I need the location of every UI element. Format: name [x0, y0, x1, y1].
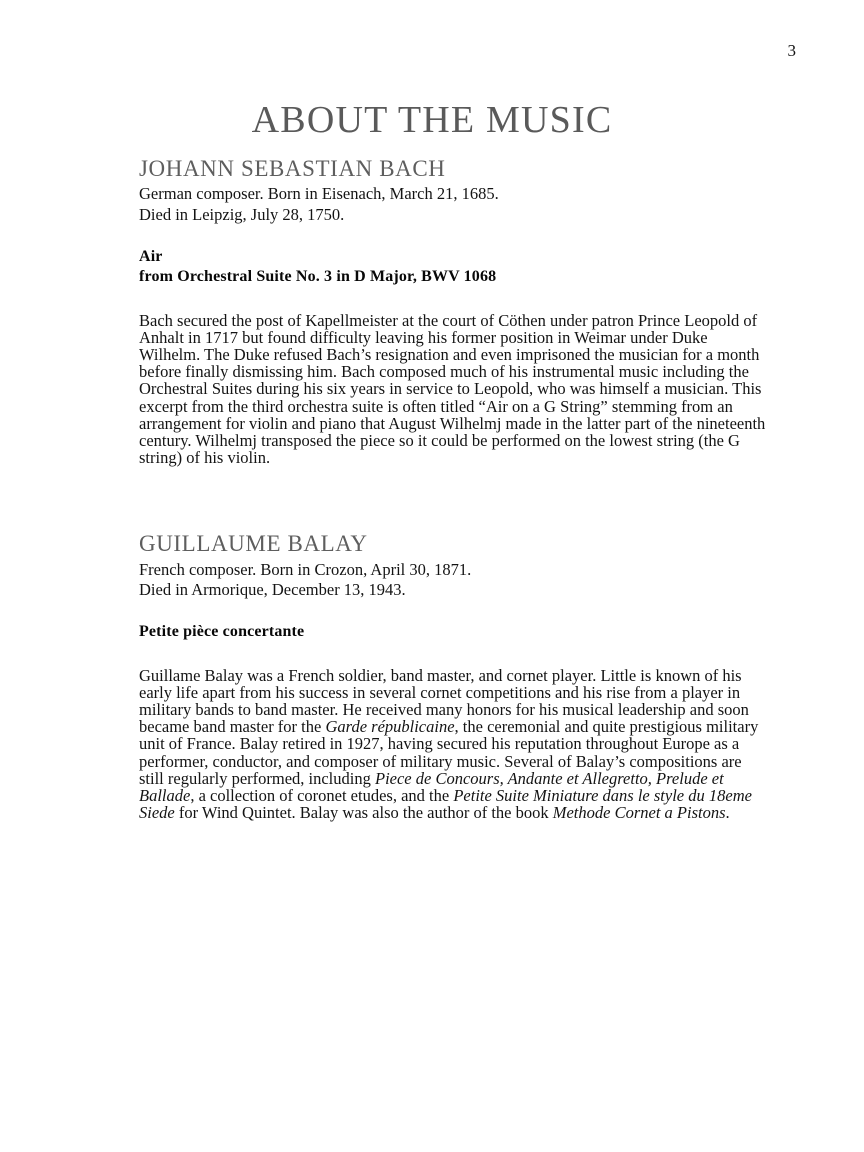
page-number: 3 — [787, 41, 796, 60]
composer-section-balay — [139, 530, 767, 821]
note-text-segment: , a collection of coronet etudes, and the — [190, 786, 454, 806]
content-column — [139, 155, 767, 821]
note-text-segment: , the ceremonial and quite prestigious military unit of France. Balay retired in 1927, having secured his reputation throughout Europe as a performer, conductor, and composer of military music. Several of Balay’s compositions are still regularly performed, including — [139, 717, 759, 788]
composer-name-heading: GUILLAUME BALAY — [139, 531, 368, 557]
program-note-paragraph: Bach secured the post of Kapellmeister at the court of Cöthen under patron Prince Leopold of Anhalt in 1717 but found difficulty leaving his former position in Weimar under Duke Wilhelm. The Duke refused Bach’s resignation and even imprisoned the musician for a month before finally dismissing him. Bach composed much of his instrumental music including the Orchestral Suites during his six years in service to Leopold, who was himself a musician. This excerpt from the third orchestra suite is often titled “Air on a G String” stemming from an arrangement for violin and piano that August Wilhelmj made in the latter part of the nineteenth century. Wilhelmj transposed the piece so it could be performed on the lowest string (the G string) of his violin. — [139, 310, 766, 468]
page-title: ABOUT THE MUSIC — [251, 99, 613, 142]
note-italic-title: Garde républicaine — [325, 717, 455, 737]
composer-bio — [139, 560, 767, 602]
work-title-line-1: Air — [139, 247, 163, 265]
note-text-segment: Guillame Balay was a French soldier, band master, and cornet player. Little is known of his early life apart from his success in several cornet competitions and his rise from a player in military bands to band master. He received many honors for his musical leadership and soon became band master for the — [139, 665, 749, 737]
composer-name-heading: JOHANN SEBASTIAN BACH — [139, 156, 446, 181]
composer-bio — [139, 184, 767, 226]
work-title-line-1: Petite pièce concertante — [139, 623, 305, 641]
composer-bio-line-2: Died in Armorique, December 13, 1943. — [139, 580, 406, 600]
note-italic-title: Petite Suite Miniature dans le style du 18eme Siede — [139, 786, 752, 823]
note-text-segment: . — [725, 803, 730, 823]
note-italic-title: Piece de Concours, Andante et Allegretto, Prelude et Ballade — [139, 768, 724, 806]
note-italic-title: Methode Cornet a Pistons — [552, 803, 726, 823]
composer-bio-line-1: French composer. Born in Crozon, April 30, 1871. — [139, 559, 472, 579]
composer-bio-line-1: German composer. Born in Eisenach, March 21, 1685. — [139, 184, 499, 204]
program-note-paragraph — [139, 667, 767, 822]
work-title — [139, 622, 767, 642]
work-title — [139, 247, 767, 288]
work-title-line-2: from Orchestral Suite No. 3 in D Major, BWV 1068 — [139, 268, 497, 286]
note-text-segment: for Wind Quintet. Balay was also the author of the book — [174, 803, 553, 823]
composer-section-bach — [139, 155, 767, 466]
composer-bio-line-2: Died in Leipzig, July 28, 1750. — [139, 204, 345, 224]
